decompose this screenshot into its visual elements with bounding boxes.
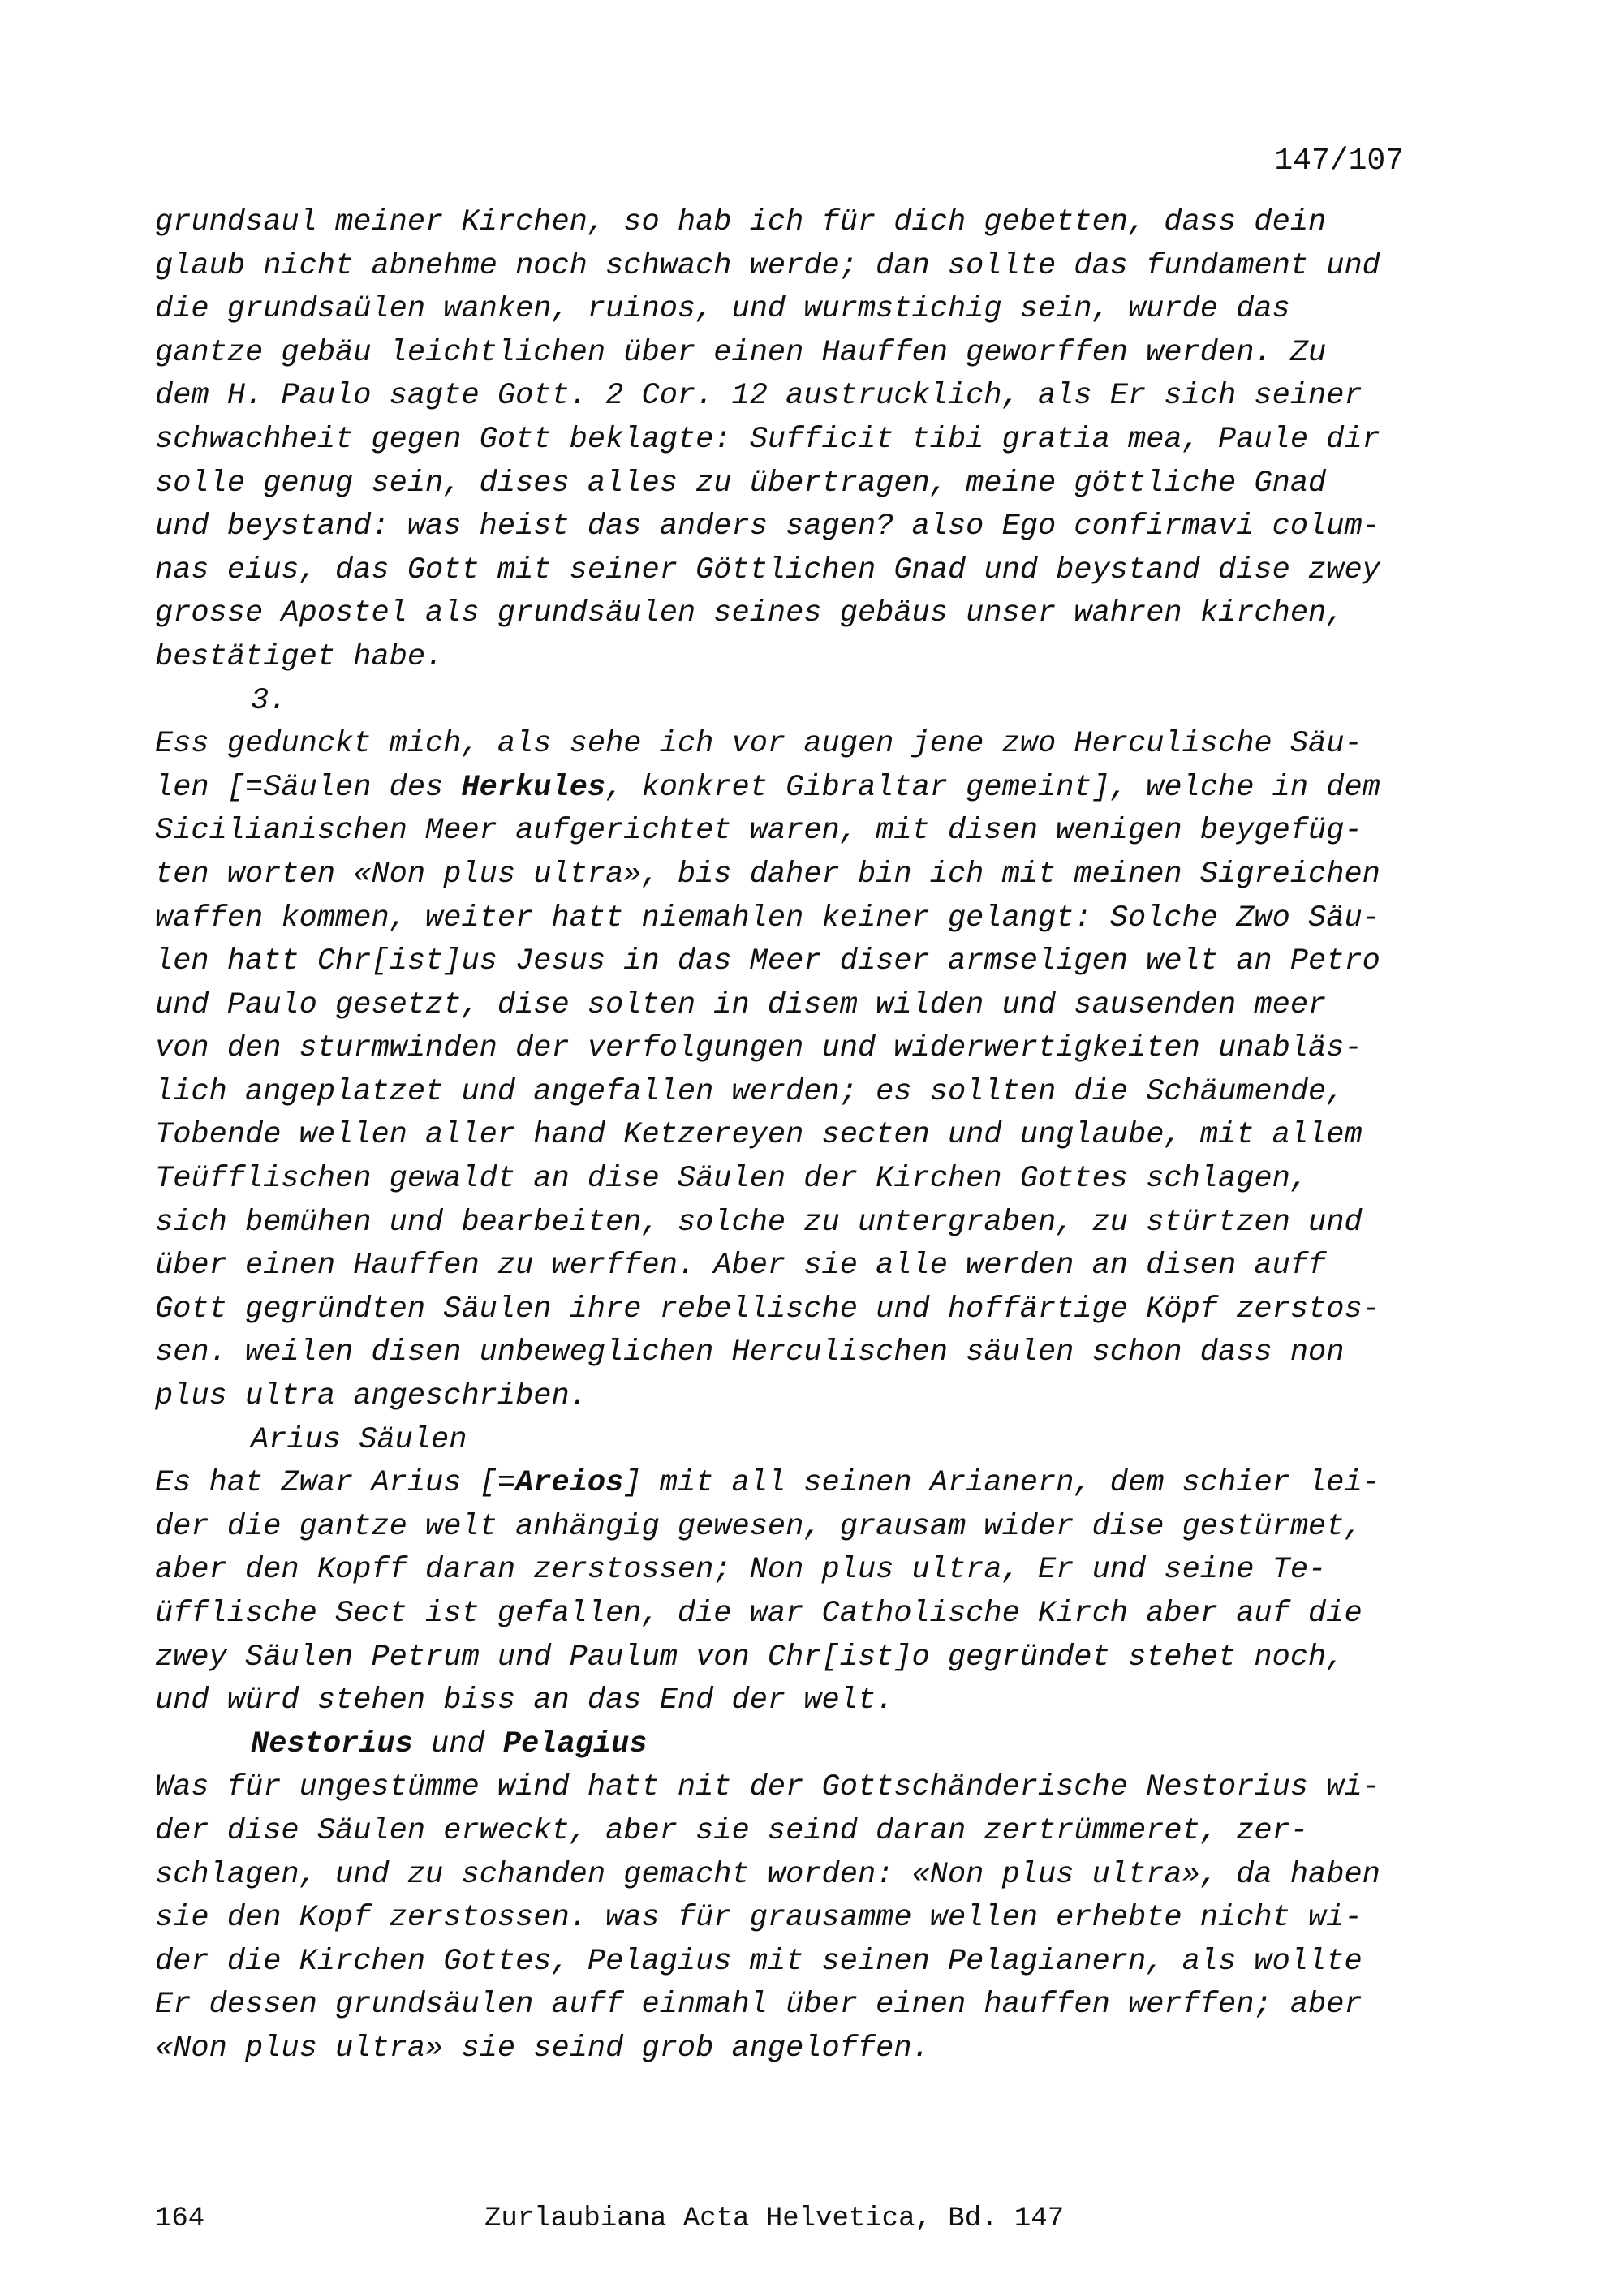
text-line: nas eius, das Gott mit seiner Göttlichen Gnad und beystand dise zwey — [155, 553, 1380, 587]
text-line: sen. weilen disen unbeweglichen Herculischen säulen schon dass non — [155, 1335, 1345, 1370]
text-line: von den sturmwinden der verfolgungen und widerwertigkeiten unabläs- — [155, 1031, 1363, 1066]
text-line: solle genug sein, dises alles zu übertragen, meine göttliche Gnad — [155, 466, 1327, 501]
text-line: üfflische Sect ist gefallen, die war Catholische Kirch aber auf die — [155, 1597, 1363, 1631]
text-line: Ess gedunckt mich, als sehe ich vor augen jene zwo Herculische Säu- — [155, 727, 1363, 762]
text-line: ten worten «Non plus ultra», bis daher bin ich mit meinen Sigreichen — [155, 857, 1380, 892]
page-reference: 147/107 — [1274, 144, 1404, 178]
main-text — [155, 201, 1421, 2071]
text-line: zwey Säulen Petrum und Paulum von Chr[ist]o gegründet stehet noch, — [155, 1640, 1345, 1675]
page-footer — [155, 2199, 1453, 2239]
text-line-with-annotation — [155, 767, 1421, 810]
footer-title: Zurlaubiana Acta Helvetica, Bd. 147 — [484, 2204, 1065, 2234]
text-line: gantze gebäu leichtlichen über einen Hauffen geworffen werden. Zu — [155, 335, 1327, 370]
text-line: schwachheit gegen Gott beklagte: Sufficit tibi gratia mea, Paule dir — [155, 422, 1380, 457]
text-line: glaub nicht abnehme noch schwach werde; dan sollte das fundament und — [155, 248, 1380, 283]
text-line: schlagen, und zu schanden gemacht worden: «Non plus ultra», da haben — [155, 1857, 1380, 1892]
text-line: grundsaul meiner Kirchen, so hab ich für dich gebetten, dass dein — [155, 205, 1327, 239]
text-line: der dise Säulen erweckt, aber sie seind daran zertrümmeret, zer- — [155, 1813, 1309, 1848]
text-line: lich angeplatzet und angefallen werden; es sollten die Schäumende, — [155, 1074, 1345, 1109]
text-line: und würd stehen biss an das End der welt. — [155, 1683, 894, 1718]
line-part: len [=Säulen des — [155, 770, 462, 805]
text-line: waffen kommen, weiter hatt niemahlen keiner gelangt: Solche Zwo Säu- — [155, 901, 1380, 935]
text-line: bestätiget habe. — [155, 639, 444, 674]
text-line: len hatt Chr[ist]us Jesus in das Meer diser armseligen welt an Petro — [155, 944, 1380, 979]
text-line: Teüfflischen gewaldt an dise Säulen der Kirchen Gottes schlagen, — [155, 1162, 1309, 1197]
line-part: , konkret Gibraltar gemeint], welche in dem — [605, 770, 1380, 805]
text-line: sich bemühen und bearbeiten, solche zu untergraben, zu stürtzen und — [155, 1205, 1363, 1240]
annotation-name: Herkules — [461, 770, 606, 805]
text-line: die grundsaülen wanken, ruinos, und wurmstichig sein, wurde das — [155, 292, 1290, 327]
heading-name: Nestorius — [251, 1726, 413, 1761]
text-line: und beystand: was heist das anders sagen? also Ego confirmavi colum- — [155, 510, 1380, 544]
text-line: Er dessen grundsäulen auff einmahl über einen hauffen werffen; aber — [155, 1988, 1363, 2023]
text-line: der die Kirchen Gottes, Pelagius mit seinen Pelagianern, als wollte — [155, 1944, 1363, 1979]
text-line: und Paulo gesetzt, dise solten in disem wilden und sausenden meer — [155, 987, 1327, 1022]
text-line: sie den Kopf zerstossen. was für grausamme wellen erhebte nicht wi- — [155, 1901, 1363, 1936]
text-line: Was für ungestümme wind hatt nit der Gottschänderische Nestorius wi- — [155, 1770, 1380, 1805]
heading-conjunction: und — [412, 1726, 503, 1761]
text-line: Tobende wellen aller hand Ketzereyen secten und unglaube, mit allem — [155, 1118, 1363, 1153]
heading-name: Pelagius — [502, 1726, 648, 1761]
text-line: aber den Kopff daran zerstossen; Non plus ultra, Er und seine Te- — [155, 1553, 1327, 1588]
text-line: der die gantze welt anhängig gewesen, grausam wider dise gestürmet, — [155, 1509, 1363, 1544]
text-line: plus ultra angeschriben. — [155, 1379, 588, 1414]
annotation-name: Areios — [515, 1466, 624, 1501]
section-heading — [155, 1723, 1421, 1767]
text-line: über einen Hauffen zu werffen. Aber sie alle werden an disen auff — [155, 1249, 1327, 1283]
text-line-with-annotation — [155, 1462, 1421, 1506]
text-line: Gott gegründten Säulen ihre rebellische und hoffärtige Köpf zerstos- — [155, 1292, 1380, 1326]
footer-page-number: 164 — [155, 2204, 205, 2234]
line-part: Es hat Zwar Arius [= — [155, 1466, 516, 1501]
section-heading: Arius Säulen — [251, 1422, 467, 1457]
text-line: grosse Apostel als grundsäulen seines gebäus unser wahren kirchen, — [155, 596, 1345, 631]
text-line: Sicilianischen Meer aufgerichtet waren, mit disen wenigen beygefüg- — [155, 814, 1363, 849]
section-heading: 3. — [251, 683, 287, 718]
line-part: ] mit all seinen Arianern, dem schier lei- — [623, 1466, 1380, 1501]
text-line: «Non plus ultra» sie seind grob angeloffen. — [155, 2031, 930, 2066]
text-line: dem H. Paulo sagte Gott. 2 Cor. 12 austrucklich, als Er sich seiner — [155, 379, 1363, 414]
